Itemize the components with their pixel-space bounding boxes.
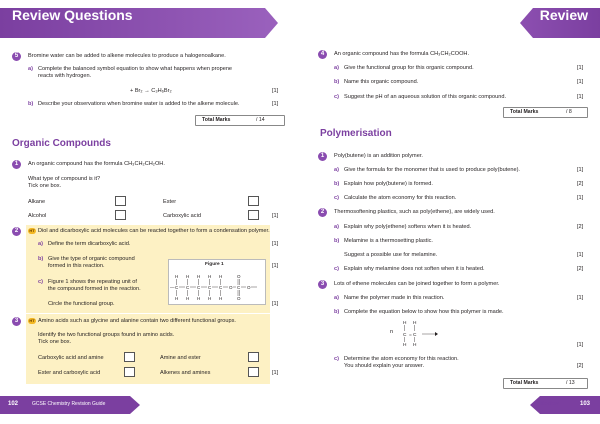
part-text: Suggest the pH of an aqueous solution of this organic compound.	[344, 94, 507, 100]
part-text: Determine the atom economy for this reaction.	[344, 356, 459, 362]
page-number: 103	[580, 401, 591, 407]
part-text: Define the term dicarboxylic acid.	[48, 241, 131, 247]
part-label: b)	[28, 101, 34, 107]
higher-tier-badge: HT	[29, 318, 35, 323]
svg-text:H: H	[175, 296, 179, 301]
mark: [1]	[577, 65, 584, 71]
question-number: 3	[318, 280, 327, 289]
svg-text:H: H	[208, 296, 212, 301]
mark: [1]	[577, 252, 584, 258]
question-stem: Thermosoftening plastics, such as poly(ethene), are widely used.	[334, 209, 495, 215]
page-number: 102	[8, 401, 19, 407]
mark: [1]	[577, 342, 584, 348]
mark: [1]	[577, 295, 584, 301]
svg-text:C: C	[197, 285, 201, 290]
svg-text:C: C	[186, 285, 190, 290]
part-text: Give the type of organic compound	[48, 256, 135, 262]
svg-text:O: O	[237, 274, 241, 279]
total-marks	[503, 378, 588, 389]
instruction: Tick one box.	[38, 339, 72, 345]
svg-text:H: H	[186, 274, 190, 279]
total-value: / 13	[566, 380, 575, 386]
question-stem: Poly(butene) is an addition polymer.	[334, 153, 423, 159]
equation: + Br₂ → C₃H₆Br₂	[130, 88, 172, 94]
svg-text:H: H	[413, 321, 417, 326]
svg-text:C: C	[413, 333, 417, 338]
total-marks	[195, 115, 285, 126]
part-text: Describe your observations when bromine water is added to the alkene molecule.	[38, 101, 240, 107]
footer-title: GCSE Chemistry Revision Guide	[32, 401, 106, 407]
option-label: Alkenes and amines	[160, 370, 211, 376]
part-text: Explain why poly(ethene) softens when it is heated.	[344, 224, 472, 230]
banner-title: Review	[539, 7, 588, 23]
section-title: Polymerisation	[320, 128, 392, 139]
mark: [2]	[577, 224, 584, 230]
part-label: c)	[334, 195, 339, 201]
part-label: c)	[334, 356, 339, 362]
tick-box[interactable]	[115, 196, 126, 206]
part-label: b)	[334, 238, 340, 244]
part-label: c)	[334, 266, 339, 272]
part-label: a)	[334, 295, 339, 301]
svg-text:H: H	[219, 274, 223, 279]
part-text: the compound formed in the reaction.	[48, 286, 141, 292]
svg-text:H: H	[403, 321, 407, 326]
mark: [1]	[577, 195, 584, 201]
mark: [1]	[272, 301, 279, 307]
question-ask: Identify the two functional groups found in amino acids.	[38, 332, 175, 338]
ethene-structure	[390, 318, 450, 346]
tick-box[interactable]	[124, 352, 135, 362]
banner-title: Review Questions	[12, 7, 133, 23]
instruction: Tick one box.	[28, 183, 62, 189]
part-label: c)	[334, 94, 339, 100]
tick-box[interactable]	[115, 210, 126, 220]
option-label: Amine and ester	[160, 355, 201, 361]
part-label: a)	[28, 66, 33, 72]
part-text: reacts with hydrogen.	[38, 73, 92, 79]
svg-text:C: C	[208, 285, 212, 290]
part-text: You should explain your answer.	[344, 363, 425, 369]
total-marks	[503, 107, 588, 118]
option-label: Alkane	[28, 199, 46, 205]
part-label: c)	[38, 279, 43, 285]
part-label: a)	[334, 167, 339, 173]
part-label: a)	[334, 65, 339, 71]
option-label: Ester	[163, 199, 177, 205]
tick-box[interactable]	[248, 210, 259, 220]
svg-text:O: O	[237, 296, 241, 301]
question-number: 5	[12, 52, 21, 61]
total-label: Total Marks	[510, 380, 539, 386]
mark: [1]	[577, 167, 584, 173]
question-stem: Diol and dicarboxylic acid molecules can be reacted together to form a condensation polymer.	[38, 228, 270, 234]
part-text: Suggest a possible use for melamine.	[344, 252, 438, 258]
part-text: Calculate the atom economy for this reaction.	[344, 195, 457, 201]
svg-text:C: C	[219, 285, 223, 290]
svg-text:C: C	[175, 285, 179, 290]
question-number: 2	[12, 227, 21, 236]
tick-box[interactable]	[248, 196, 259, 206]
part-label: b)	[334, 79, 340, 85]
question-stem: Amino acids such as glycine and alanine contain two different functional groups.	[38, 318, 236, 324]
right-page	[300, 0, 600, 424]
section-title: Organic Compounds	[12, 138, 111, 149]
part-label: b)	[334, 181, 340, 187]
total-value: / 14	[256, 117, 265, 123]
part-text: Complete the equation below to show how this polymer is made.	[344, 309, 504, 315]
question-number: 1	[12, 160, 21, 169]
part-label: b)	[38, 256, 44, 262]
question-stem: An organic compound has the formula CH₃CH₂COOH.	[334, 51, 470, 57]
mark: [1]	[272, 241, 279, 247]
part-text: Name this organic compound.	[344, 79, 419, 85]
higher-tier-badge: HT	[29, 228, 35, 233]
svg-text:H: H	[208, 274, 212, 279]
part-text: Figure 1 shows the repeating unit of	[48, 279, 137, 285]
svg-text:H: H	[413, 343, 417, 346]
question-stem: An organic compound has the formula CH₃CH₂CH₂OH.	[28, 161, 165, 167]
svg-text:H: H	[186, 296, 190, 301]
option-label: Carboxylic acid and amine	[38, 355, 104, 361]
question-number: 4	[318, 50, 327, 59]
option-label: Ester and carboxylic acid	[38, 370, 101, 376]
mark: [2]	[577, 266, 584, 272]
svg-text:=: =	[409, 333, 412, 338]
mark: [1]	[577, 94, 584, 100]
part-text: Explain why melamine does not soften when it is heated.	[344, 266, 485, 272]
svg-text:O: O	[229, 285, 233, 290]
tick-box[interactable]	[248, 367, 259, 377]
mark: [1]	[577, 79, 584, 85]
part-text: Give the functional group for this organic compound.	[344, 65, 474, 71]
part-label: a)	[334, 224, 339, 230]
part-text: Give the formula for the monomer that is used to produce poly(butene).	[344, 167, 520, 173]
svg-text:H: H	[403, 343, 407, 346]
total-value: / 8	[566, 109, 572, 115]
svg-text:C: C	[237, 285, 241, 290]
mark: [1]	[272, 101, 279, 107]
mark: [1]	[272, 213, 279, 219]
tick-box[interactable]	[248, 352, 259, 362]
svg-text:O: O	[247, 285, 251, 290]
mark: [2]	[577, 181, 584, 187]
option-label: Alcohol	[28, 213, 47, 219]
question-ask: What type of compound is it?	[28, 176, 101, 182]
eq-coefficient: n	[390, 329, 394, 335]
repeating-unit-structure	[169, 260, 267, 306]
svg-text:—: —	[170, 285, 175, 290]
figure-label: Figure 1	[205, 262, 224, 267]
part-label: b)	[334, 309, 340, 315]
question-number: 2	[318, 208, 327, 217]
part-label: a)	[38, 241, 43, 247]
part-text: formed in this reaction.	[48, 263, 105, 269]
question-stem: Lots of ethene molecules can be joined together to form a polymer.	[334, 281, 500, 287]
svg-text:H: H	[175, 274, 179, 279]
svg-text:C: C	[403, 333, 407, 338]
mark: [2]	[577, 363, 584, 369]
part-text: Name the polymer made in this reaction.	[344, 295, 445, 301]
mark: [1]	[272, 88, 279, 94]
question-number: 1	[318, 152, 327, 161]
part-text: Circle the functional group.	[48, 301, 115, 307]
svg-text:H: H	[219, 296, 223, 301]
option-label: Carboxylic acid	[163, 213, 201, 219]
total-label: Total Marks	[202, 117, 231, 123]
svg-text:H: H	[197, 274, 201, 279]
figure-1	[168, 259, 266, 305]
question-stem: Bromine water can be added to alkene molecules to produce a halogenoalkane.	[28, 53, 226, 59]
tick-box[interactable]	[124, 367, 135, 377]
mark: [1]	[272, 263, 279, 269]
question-number: 3	[12, 317, 21, 326]
part-text: Melamine is a thermosetting plastic.	[344, 238, 433, 244]
svg-text:H: H	[197, 296, 201, 301]
part-text: Complete the balanced symbol equation to show what happens when propene	[38, 66, 233, 72]
total-label: Total Marks	[510, 109, 539, 115]
ethene-equation	[390, 318, 450, 346]
part-text: Explain how poly(butene) is formed.	[344, 181, 433, 187]
footer-label: Review	[540, 401, 559, 407]
mark: [1]	[272, 370, 279, 376]
